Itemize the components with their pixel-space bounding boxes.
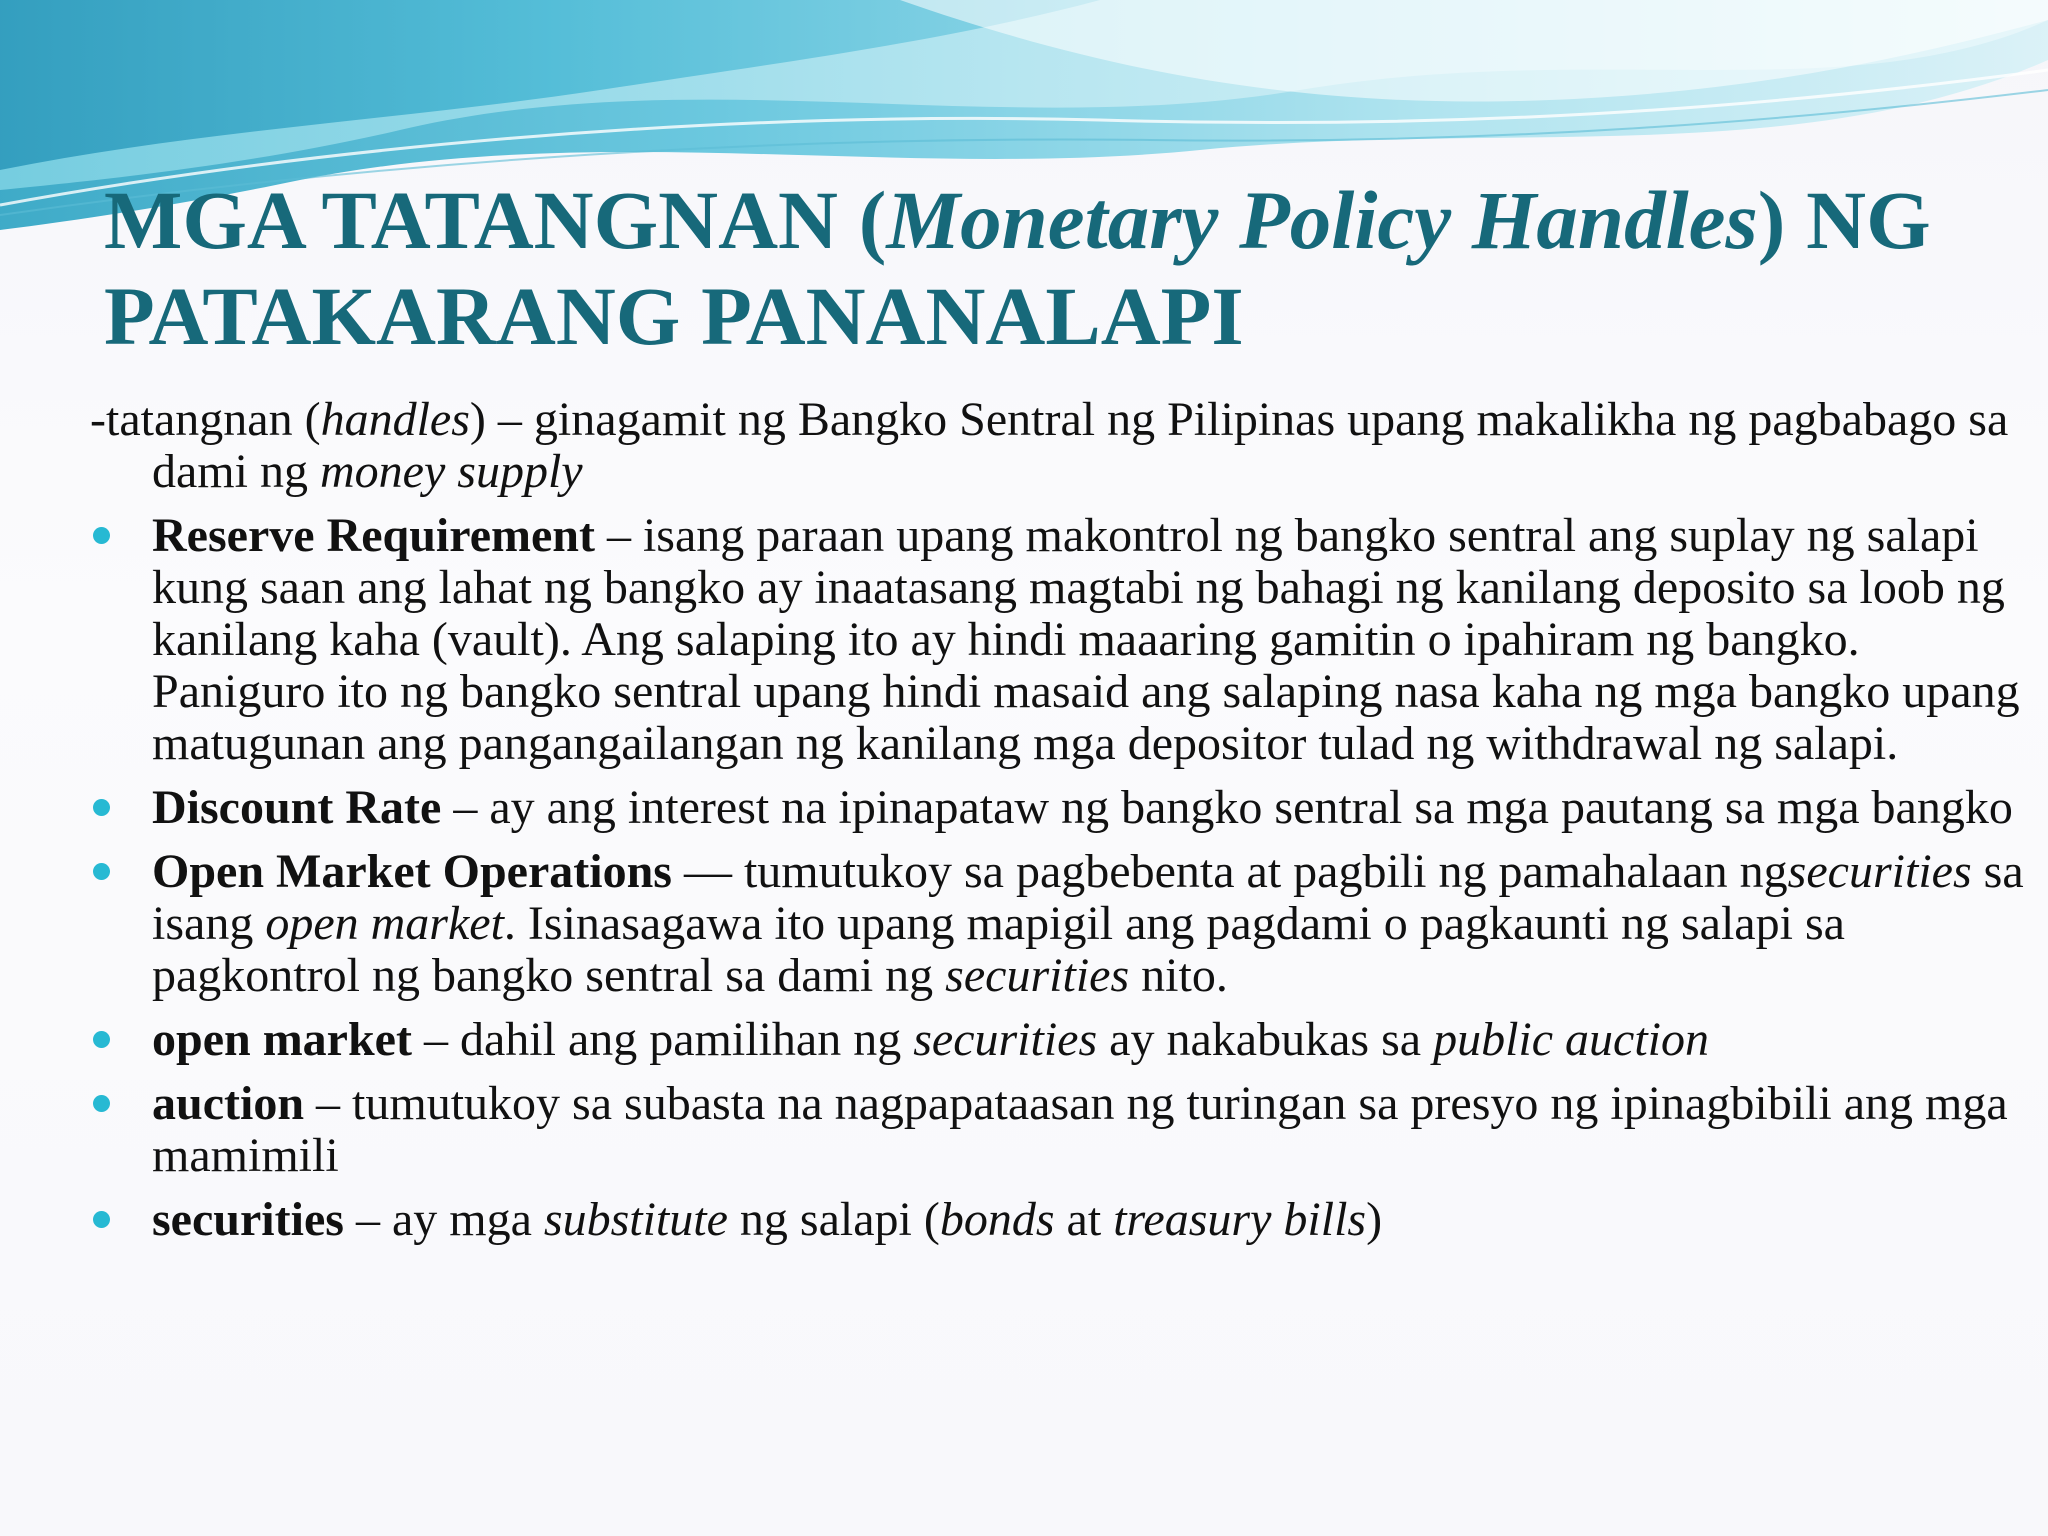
bullet-italic: bonds	[939, 1193, 1055, 1246]
bullet-italic: securities	[1787, 845, 1972, 898]
bullet-text: . Isinasagawa ito upang mapigil ang pagdami o pagkaunti ng salapi sa pagkontrol ng bangko sentral sa dami ng	[152, 897, 1845, 1002]
bullet-text: – dahil ang pamilihan ng	[411, 1013, 914, 1066]
bullet-term: Discount Rate	[152, 781, 442, 834]
bullet-text: sa isang	[152, 845, 2024, 950]
slide-body	[90, 394, 2030, 1258]
slide-title	[104, 172, 2004, 364]
bullet-italic: treasury bills	[1113, 1193, 1367, 1246]
bullet-term: auction	[152, 1077, 305, 1130]
intro-italic-1: handles	[320, 393, 470, 446]
bullet-text: ng salapi (	[727, 1193, 940, 1246]
title-part2: ) NG	[1757, 174, 1931, 266]
bullet-text: at	[1054, 1193, 1114, 1246]
bullet-term: securities	[152, 1193, 344, 1246]
bullet-term: Open Market Operations	[152, 845, 672, 898]
bullet-item-reserve-requirement	[90, 510, 2030, 770]
title-part1: MGA TATANGNAN (	[104, 174, 887, 266]
bullet-text: – ay mga	[343, 1193, 544, 1246]
bullet-text: – ay ang interest na ipinapataw ng bangko sentral sa mga pautang sa mga bangko	[441, 781, 2013, 834]
intro-text-2: ) – ginagamit ng Bangko Sentral ng Pilipinas upang makalikha ng pagbabago sa dami ng	[152, 393, 2009, 498]
title-italic: Monetary Policy Handles	[886, 174, 1758, 266]
bullet-text: )	[1366, 1193, 1383, 1246]
intro-paragraph	[90, 394, 2030, 498]
bullet-italic: open market	[265, 897, 504, 950]
intro-italic-2: money supply	[319, 445, 583, 498]
bullet-italic: public auction	[1433, 1013, 1710, 1066]
bullet-text: nito.	[1129, 949, 1228, 1002]
bullet-icon	[93, 863, 110, 880]
bullet-text: – tumutukoy sa subasta na nagpapataasan ng turingan sa presyo ng ipinagbibili ang mga mamimili	[152, 1077, 2008, 1182]
bullet-item-open-market-operations	[90, 846, 2030, 1002]
bullet-italic: substitute	[543, 1193, 728, 1246]
bullet-icon	[93, 799, 110, 816]
bullet-icon	[93, 1031, 110, 1048]
bullet-icon	[93, 1095, 110, 1112]
intro-text-1: -tatangnan (	[90, 393, 321, 446]
bullet-italic: securities	[913, 1013, 1098, 1066]
bullet-icon	[93, 527, 110, 544]
bullet-text: – isang paraan upang makontrol ng bangko sentral ang suplay ng salapi kung saan ang lahat ng bangko ay inaatasang magtabi ng bahagi ng kanilang deposito sa loob ng kanilang kaha (vault). Ang salaping ito ay hindi maaaring gamitin o ipahiram ng bangko. Paniguro ito ng bangko sentral upang hindi masaid ang salaping nasa kaha ng mga bangko upang matugunan ang pangangailangan ng kanilang mga depositor tulad ng withdrawal ng salapi.	[152, 509, 2020, 770]
bullet-item-auction	[90, 1078, 2030, 1182]
bullet-item-discount-rate	[90, 782, 2030, 834]
bullet-item-securities	[90, 1194, 2030, 1246]
bullet-item-open-market	[90, 1014, 2030, 1066]
bullet-text: ay nakabukas sa	[1097, 1013, 1434, 1066]
bullet-term: open market	[152, 1013, 412, 1066]
bullet-text: — tumutukoy sa pagbebenta at pagbili ng pamahalaan ng	[671, 845, 1788, 898]
bullet-term: Reserve Requirement	[152, 509, 595, 562]
title-line2: PATAKARANG PANANALAPI	[104, 270, 1244, 362]
bullet-icon	[93, 1211, 110, 1228]
bullet-italic: securities	[945, 949, 1130, 1002]
